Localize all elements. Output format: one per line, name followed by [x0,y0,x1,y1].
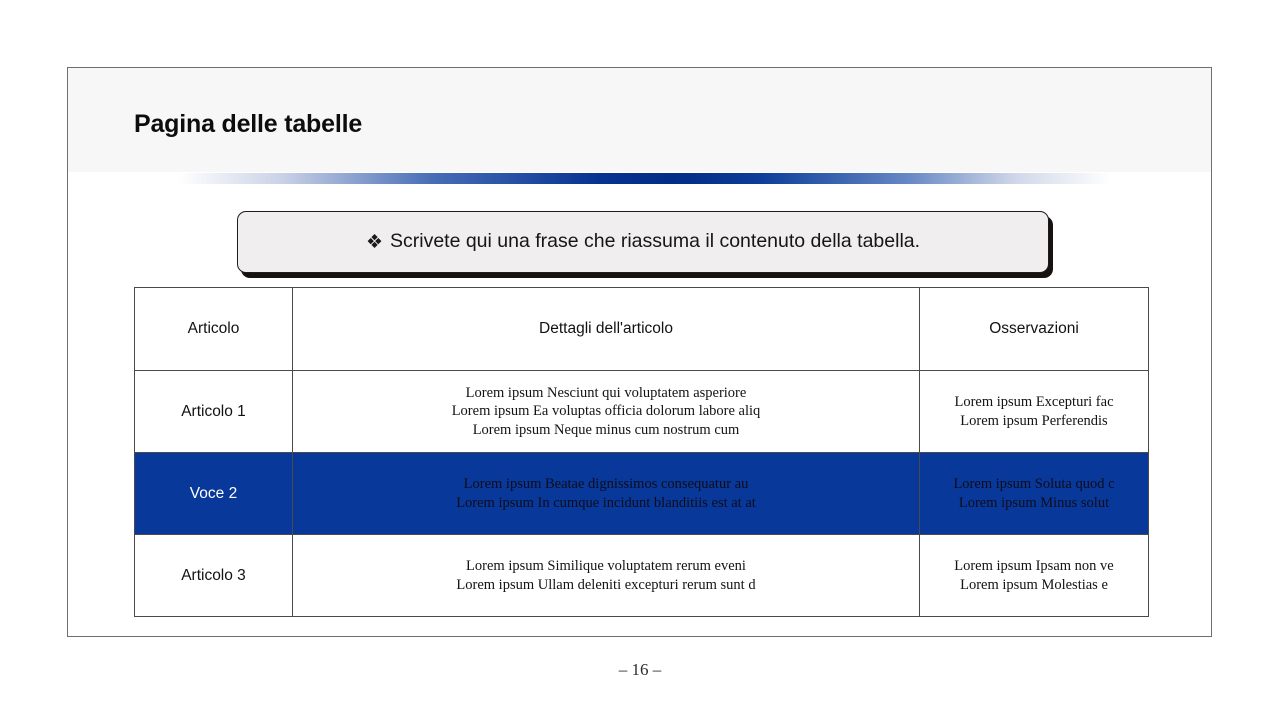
cell-item: Articolo 1 [135,371,293,453]
content-table [134,287,1149,617]
cell-item: Articolo 3 [135,535,293,617]
page-title: Pagina delle tabelle [134,110,363,138]
table-header-row [135,288,1149,371]
column-header-item: Articolo [135,288,293,371]
column-header-notes: Osservazioni [920,288,1149,371]
cell-details: Lorem ipsum Similique voluptatem rerum eveni Lorem ipsum Ullam deleniti excepturi rerum sunt d [293,535,920,617]
gradient-divider [179,172,1111,186]
table-row[interactable] [135,453,1149,535]
callout-box[interactable] [237,211,1049,273]
table-row[interactable] [135,371,1149,453]
callout-content [366,230,920,253]
slide-canvas [67,67,1212,637]
callout-text: Scrivete qui una frase che riassuma il contenuto della tabella. [389,229,921,252]
column-header-details: Dettagli dell'articolo [293,288,920,371]
diamond-cluster-icon: ❖ [365,231,383,253]
cell-notes: Lorem ipsum Soluta quod c Lorem ipsum Minus solut [920,453,1149,535]
table-body [135,371,1149,617]
cell-notes: Lorem ipsum Ipsam non ve Lorem ipsum Molestias e [920,535,1149,617]
gradient-divider-bar [179,173,1111,184]
cell-notes: Lorem ipsum Excepturi fac Lorem ipsum Perferendis [920,371,1149,453]
cell-details: Lorem ipsum Nesciunt qui voluptatem asperiore Lorem ipsum Ea voluptas officia dolorum labore aliq Lorem ipsum Neque minus cum nostrum cum [293,371,920,453]
page-number: – 16 – [618,660,662,679]
table-header [135,288,1149,371]
cell-item: Voce 2 [135,453,293,535]
table-row[interactable] [135,535,1149,617]
cell-details: Lorem ipsum Beatae dignissimos consequatur au Lorem ipsum In cumque incidunt blanditiis est at at [293,453,920,535]
